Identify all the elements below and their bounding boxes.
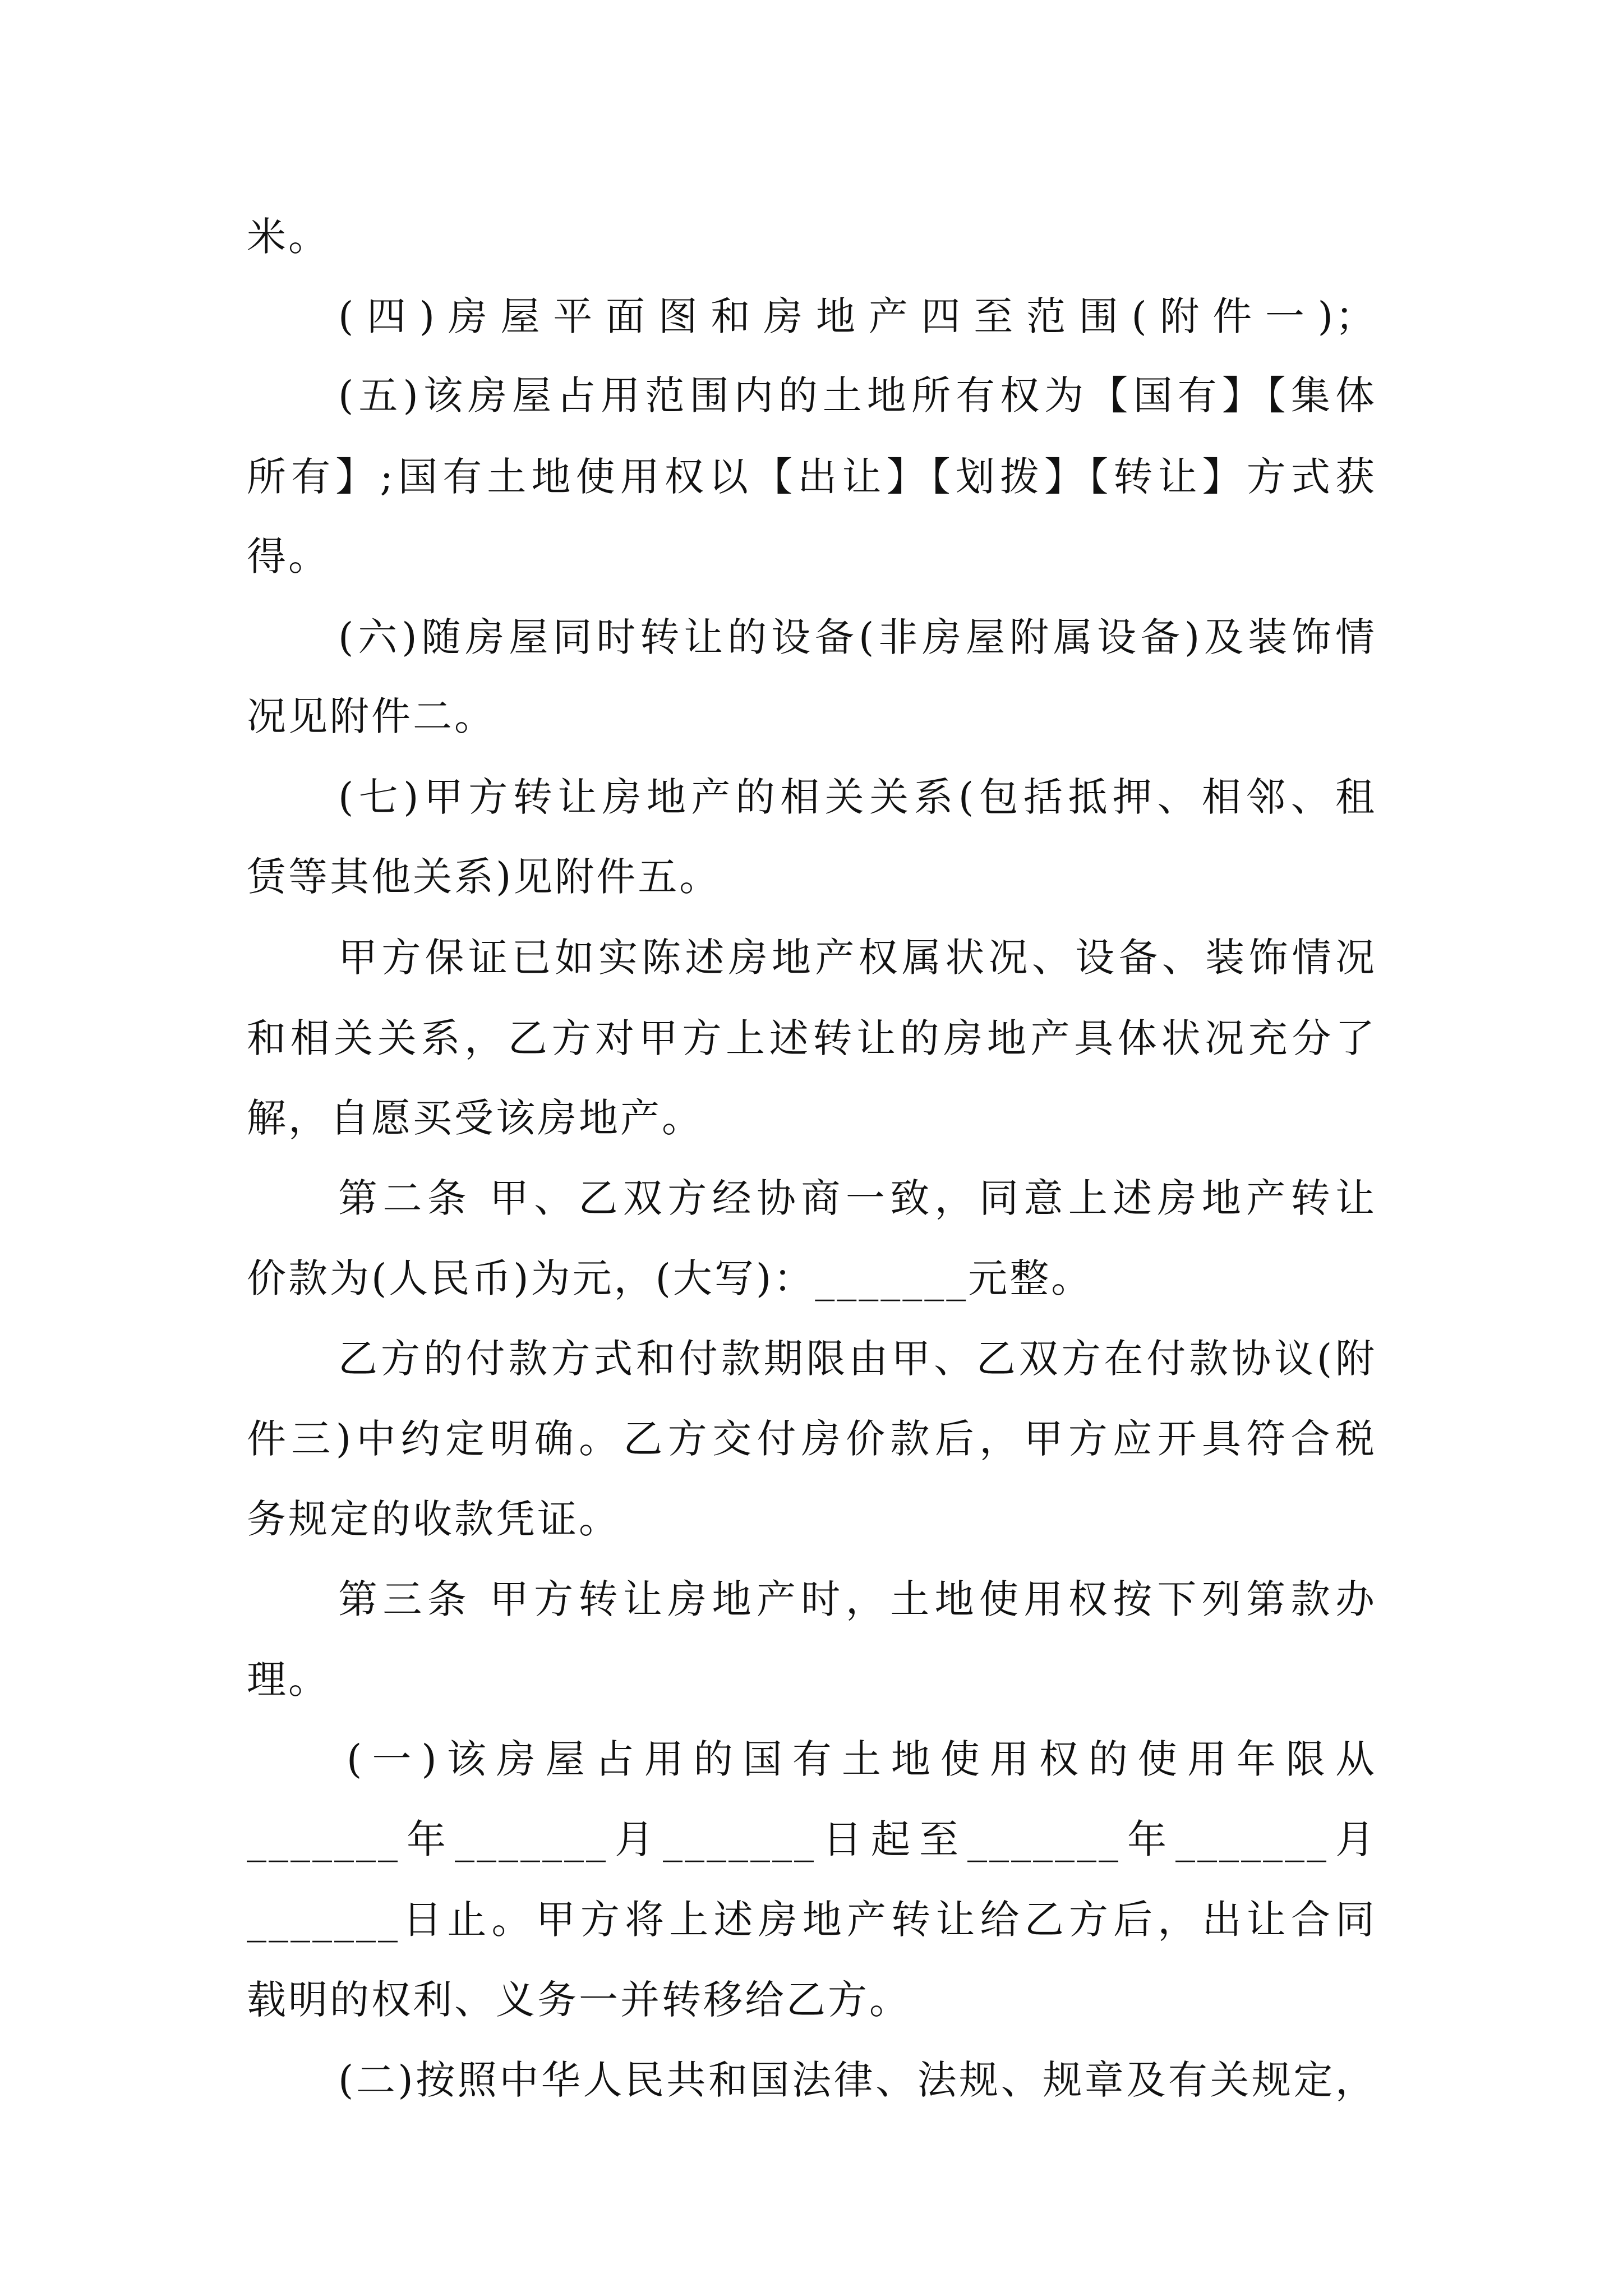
text-line: (六)随房屋同时转让的设备(非房屋附属设备)及装饰情: [338, 614, 1377, 660]
text-line: 第二条 甲、乙双方经协商一致，同意上述房地产转让: [338, 1175, 1377, 1221]
text-line: 第三条 甲方转让房地产时，土地使用权按下列第款办: [338, 1576, 1377, 1622]
text-line: 米。: [247, 214, 330, 260]
text-line: (二)按照中华人民共和国法律、法规、规章及有关规定，: [338, 2057, 1377, 2103]
text-line: 况见附件二。: [247, 693, 496, 739]
text-line: 得。: [247, 533, 330, 579]
text-line: 载明的权利、义务一并转移给乙方。: [247, 1977, 911, 2023]
text-line: 赁等其他关系)见附件五。: [247, 854, 721, 900]
text-line: _______日止。甲方将上述房地产转让给乙方后，出让合同: [247, 1897, 1377, 1943]
text-line: (四)房屋平面图和房地产四至范围(附件一)；: [338, 293, 1377, 339]
text-line: (七)甲方转让房地产的相关关系(包括抵押、相邻、租: [338, 774, 1377, 820]
text-line: _______年_______月_______日起至_______年_______月: [247, 1816, 1377, 1862]
text-line: 甲方保证已如实陈述房地产权属状况、设备、装饰情况: [338, 935, 1377, 981]
text-line: 所有】;国有土地使用权以【出让】【划拨】【转让】方式获: [247, 454, 1377, 500]
text-line: 务规定的收款凭证。: [247, 1496, 620, 1542]
text-line: (一)该房屋占用的国有土地使用权的使用年限从: [347, 1736, 1377, 1782]
text-line: 解，自愿买受该房地产。: [247, 1095, 703, 1141]
text-line: 件三)中约定明确。乙方交付房价款后，甲方应开具符合税: [247, 1416, 1377, 1462]
text-line: 价款为(人民币)为元，(大写)：_______元整。: [247, 1255, 1093, 1301]
text-line: 和相关关系，乙方对甲方上述转让的房地产具体状况充分了: [247, 1015, 1377, 1061]
text-line: 乙方的付款方式和付款期限由甲、乙双方在付款协议(附: [338, 1336, 1377, 1382]
text-line: (五)该房屋占用范围内的土地所有权为【国有】【集体: [338, 372, 1377, 418]
text-line: 理。: [247, 1657, 330, 1703]
